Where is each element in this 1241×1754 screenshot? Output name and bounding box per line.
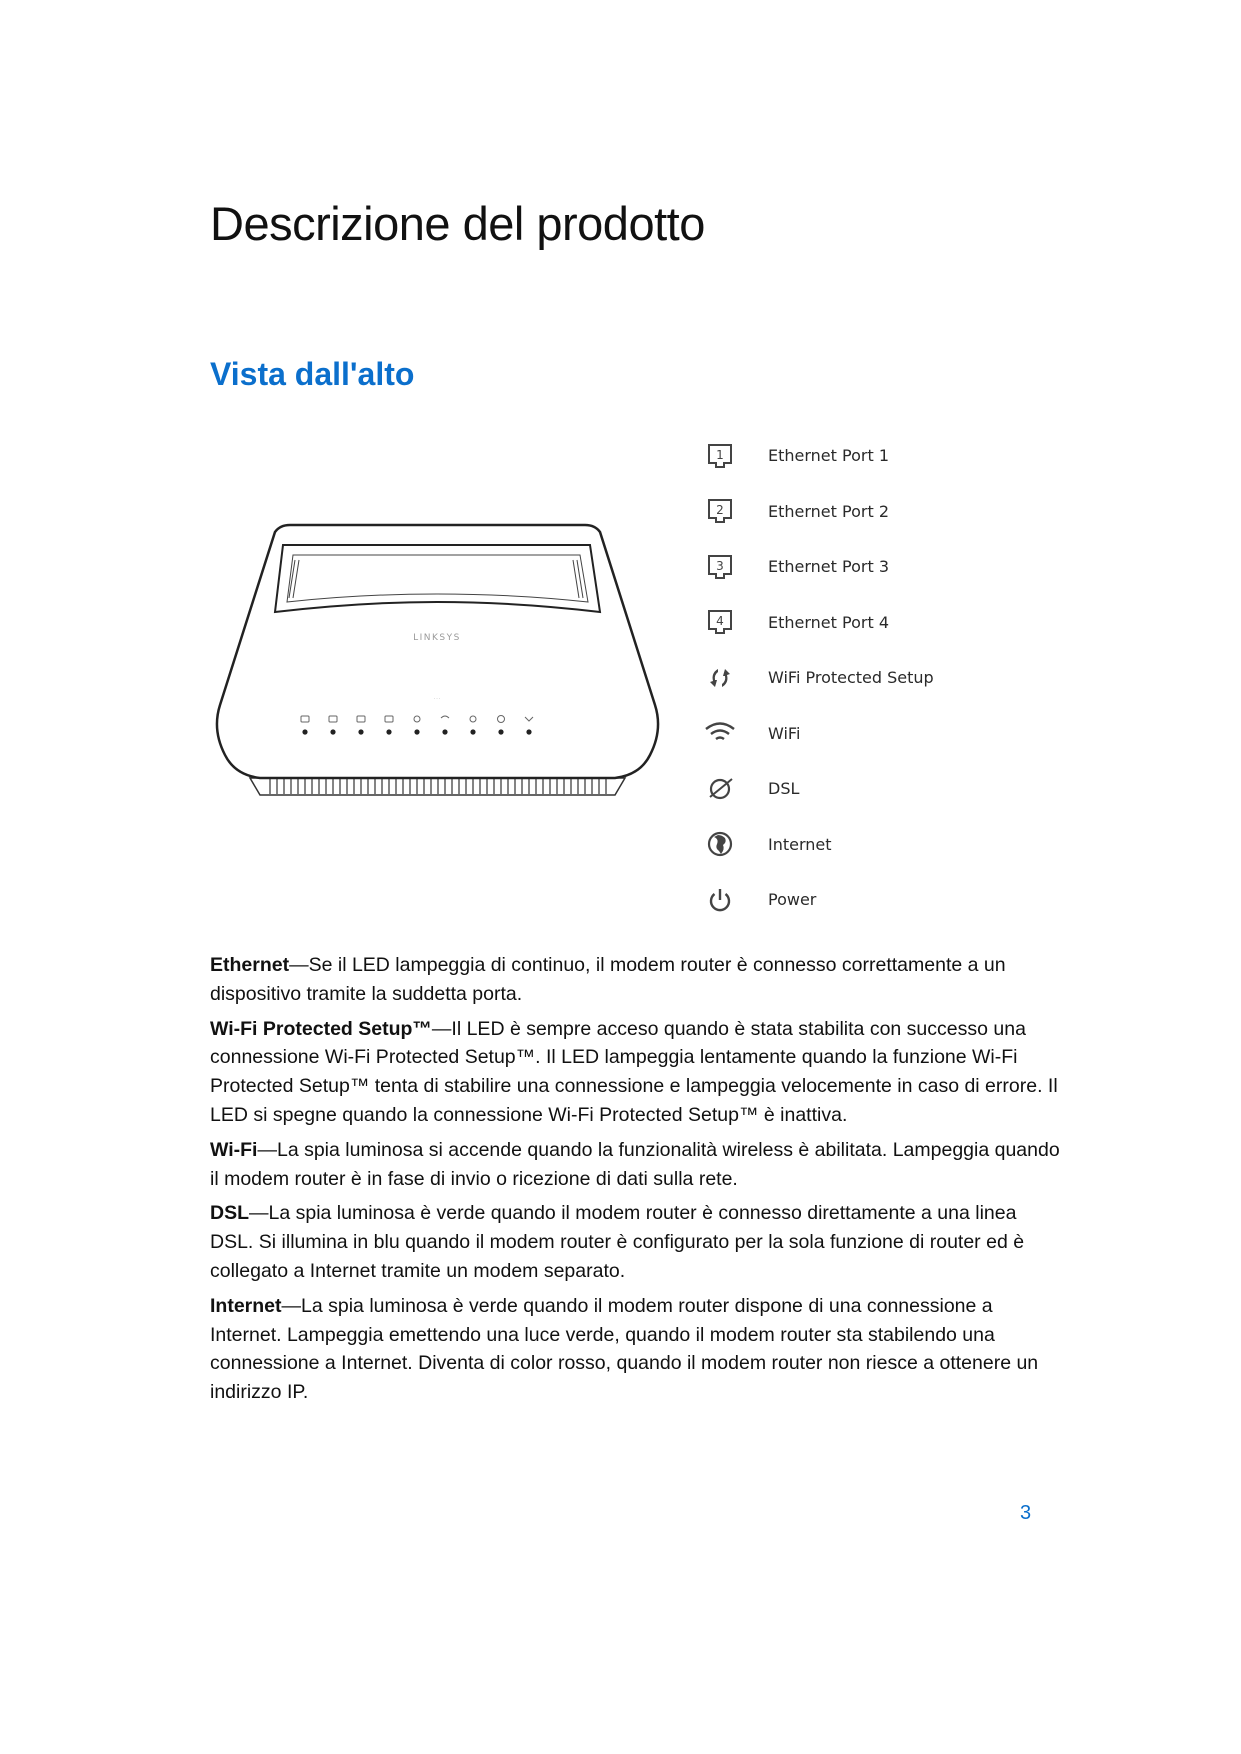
power-icon [700, 880, 740, 920]
ethernet-port-3-icon [700, 547, 740, 587]
legend-label: WiFi [768, 723, 801, 743]
legend-item-ethernet-3 [700, 539, 1120, 595]
desc-dsl [210, 1199, 1060, 1285]
desc-text: —Il LED è sempre acceso quando è stata stabilita con successo una connessione Wi-Fi Protected Setup™. Il LED lampeggia lentamente quando la funzione Wi-Fi Protected Setup™ tenta di stabilire una connessione e lampeggia velocemente in caso di errore. Il LED si spegne quando la connessione Wi-Fi Protected Setup™ è inattiva. [210, 1017, 1058, 1126]
desc-text: —La spia luminosa è verde quando il modem router dispone di una connessione a Internet. Lampeggia emettendo una luce verde, quando il modem router sta stabilendo una connessione a Internet. Diventa di color rosso, quando il modem router non riesce a ottenere un indirizzo IP. [210, 1294, 1039, 1404]
legend-label: Power [768, 890, 817, 910]
legend-item-ethernet-1 [700, 428, 1120, 484]
legend-label: Ethernet Port 4 [768, 612, 889, 632]
desc-wps [210, 1015, 1060, 1130]
desc-term: Wi-Fi Protected Setup™ [210, 1017, 432, 1040]
svg-text:3: 3 [716, 558, 724, 573]
desc-term: Internet [210, 1294, 282, 1317]
page-title: Descrizione del prodotto [210, 197, 705, 250]
legend-item-ethernet-2 [700, 484, 1120, 540]
legend-label: DSL [768, 779, 800, 799]
desc-text: —Se il LED lampeggia di continuo, il modem router è connesso correttamente a un dispositivo tramite la suddetta porta. [210, 954, 1006, 1005]
desc-term: Wi-Fi [210, 1138, 258, 1161]
desc-text: —La spia luminosa si accende quando la funzionalità wireless è abilitata. Lampeggia quando il modem router è in fase di invio o ricezione di dati sulla rete. [210, 1138, 1060, 1190]
svg-text:· · ·: · · · [433, 696, 441, 701]
legend-item-wifi [700, 706, 1120, 762]
desc-ethernet [210, 951, 1060, 1009]
legend-item-dsl [700, 761, 1120, 817]
svg-text:2: 2 [716, 503, 724, 518]
led-descriptions [210, 951, 1060, 1413]
desc-internet [210, 1292, 1060, 1407]
legend-label: WiFi Protected Setup [768, 668, 934, 688]
desc-term: DSL [210, 1202, 249, 1225]
legend-label: Ethernet Port 1 [768, 446, 889, 466]
internet-globe-icon [700, 824, 740, 864]
router-illustration [205, 520, 670, 810]
desc-wifi [210, 1136, 1060, 1194]
svg-text:1: 1 [716, 447, 724, 462]
legend-item-ethernet-4 [700, 595, 1120, 651]
svg-text:4: 4 [716, 614, 724, 629]
legend-label: Internet [768, 834, 832, 854]
ethernet-port-4-icon [700, 602, 740, 642]
legend-item-power [700, 872, 1120, 928]
desc-term: Ethernet [210, 954, 290, 976]
wifi-protected-setup-icon [700, 658, 740, 698]
legend-item-internet [700, 817, 1120, 873]
legend-label: Ethernet Port 2 [768, 501, 889, 521]
ethernet-port-1-icon [700, 436, 740, 476]
ethernet-port-2-icon [700, 491, 740, 531]
led-legend [700, 428, 1120, 928]
router-brand-label: LINKSYS [413, 633, 461, 643]
section-title: Vista dall'alto [210, 356, 415, 392]
desc-text: —La spia luminosa è verde quando il modem router è connesso direttamente a una linea DSL. Si illumina in blu quando il modem router è configurato per la sola funzione di router ed è collegato a Internet tramite un modem separato. [210, 1202, 1025, 1282]
wifi-icon [700, 713, 740, 753]
page-number: 3 [1020, 1502, 1032, 1524]
legend-label: Ethernet Port 3 [768, 557, 889, 577]
dsl-icon [700, 769, 740, 809]
legend-item-wps [700, 650, 1120, 706]
